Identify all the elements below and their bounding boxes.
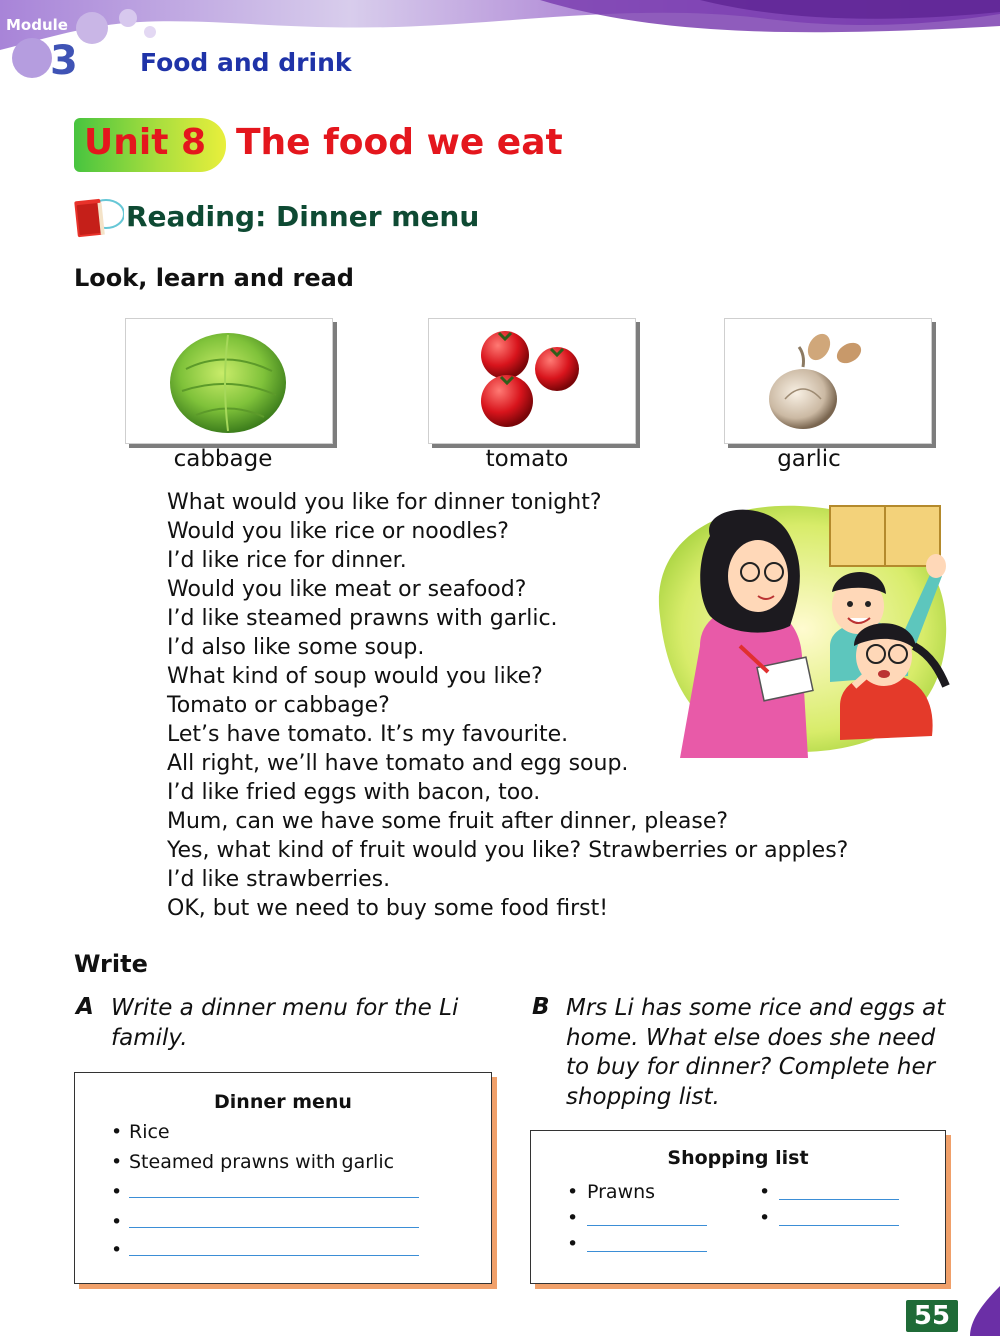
dialogue-text: Would you like rice or noodles? [167, 519, 509, 544]
shopping-list-title: Shopping list [667, 1147, 809, 1169]
bullet-icon: • [111, 1151, 123, 1173]
menu-blank-line[interactable] [129, 1255, 419, 1256]
dialogue-text: What kind of soup would you like? [167, 664, 543, 689]
menu-blank-line[interactable] [129, 1227, 419, 1228]
shopping-blank-line[interactable] [587, 1225, 707, 1226]
vocab-label-cabbage: cabbage [173, 446, 273, 472]
unit-title: The food we eat [236, 122, 563, 163]
task-b-line: Mrs Li has some rice and eggs at [566, 995, 946, 1021]
tomato-photo [428, 318, 636, 444]
dialogue-text: I’d like rice for dinner. [167, 548, 407, 573]
cabbage-photo [125, 318, 333, 444]
task-a-line: family. [111, 1024, 188, 1051]
write-heading: Write [74, 950, 148, 978]
garlic-photo [724, 318, 932, 444]
unit-label: Unit 8 [84, 122, 206, 163]
book-icon [72, 192, 124, 244]
task-a-line: Write a dinner menu for the Li [111, 995, 459, 1021]
dialogue-text: Let’s have tomato. It’s my favourite. [167, 722, 569, 747]
dialogue-text: I’d also like some soup. [167, 635, 425, 660]
vocab-label-tomato: tomato [485, 446, 569, 472]
dialogue-text: What would you like for dinner tonight? [167, 490, 602, 515]
page-number: 55 [906, 1300, 958, 1332]
shopping-blank-line[interactable] [587, 1251, 707, 1252]
bullet-icon: • [759, 1181, 771, 1203]
dialogue-text: All right, we’ll have tomato and egg soup. [167, 751, 629, 776]
dialogue-text: OK, but we need to buy some food first! [167, 896, 609, 921]
shopping-item: Prawns [587, 1181, 656, 1203]
sub-heading: Look, learn and read [74, 264, 354, 292]
bullet-icon: • [759, 1207, 771, 1229]
bullet-icon: • [567, 1181, 579, 1203]
dialogue-text: I’d like fried eggs with bacon, too. [167, 780, 541, 805]
dialogue-text: Tomato or cabbage? [167, 693, 390, 718]
dialogue-text: Would you like meat or seafood? [167, 577, 527, 602]
shopping-blank-line[interactable] [779, 1225, 899, 1226]
shopping-blank-line[interactable] [779, 1199, 899, 1200]
dinner-menu-title: Dinner menu [214, 1091, 352, 1113]
task-b-letter: B [532, 994, 550, 1020]
section-title: Reading: Dinner menu [126, 200, 480, 233]
bullet-icon: • [111, 1211, 123, 1233]
bullet-icon: • [567, 1207, 579, 1229]
shopping-list-box [530, 1130, 946, 1284]
dialogue-text: Mum, can we have some fruit after dinner, please? [167, 809, 729, 834]
menu-blank-line[interactable] [129, 1197, 419, 1198]
bullet-icon: • [111, 1239, 123, 1261]
family-illustration [640, 496, 956, 758]
vocab-label-garlic: garlic [777, 446, 841, 472]
task-b-instructions [566, 994, 945, 1112]
bullet-icon: • [111, 1121, 123, 1143]
bullet-icon: • [111, 1181, 123, 1203]
task-a-instructions [111, 994, 458, 1053]
task-b-line: to buy for dinner? Complete her [566, 1054, 936, 1080]
dialogue-text: I’d like steamed prawns with garlic. [167, 606, 558, 631]
task-b-line: home. What else does she need [566, 1024, 936, 1051]
task-b-line: shopping list. [566, 1083, 720, 1110]
dialogue-text: I’d like strawberries. [167, 867, 391, 892]
dialogue-text: Yes, what kind of fruit would you like? Strawberries or apples? [167, 838, 849, 863]
module-label: Module [6, 16, 68, 34]
dinner-menu-box [74, 1072, 492, 1284]
task-a-letter: A [76, 994, 94, 1020]
menu-item: Steamed prawns with garlic [129, 1151, 395, 1173]
module-number: 3 [50, 38, 78, 84]
bullet-icon: • [567, 1233, 579, 1255]
module-title: Food and drink [140, 48, 352, 77]
menu-item: Rice [129, 1121, 170, 1143]
